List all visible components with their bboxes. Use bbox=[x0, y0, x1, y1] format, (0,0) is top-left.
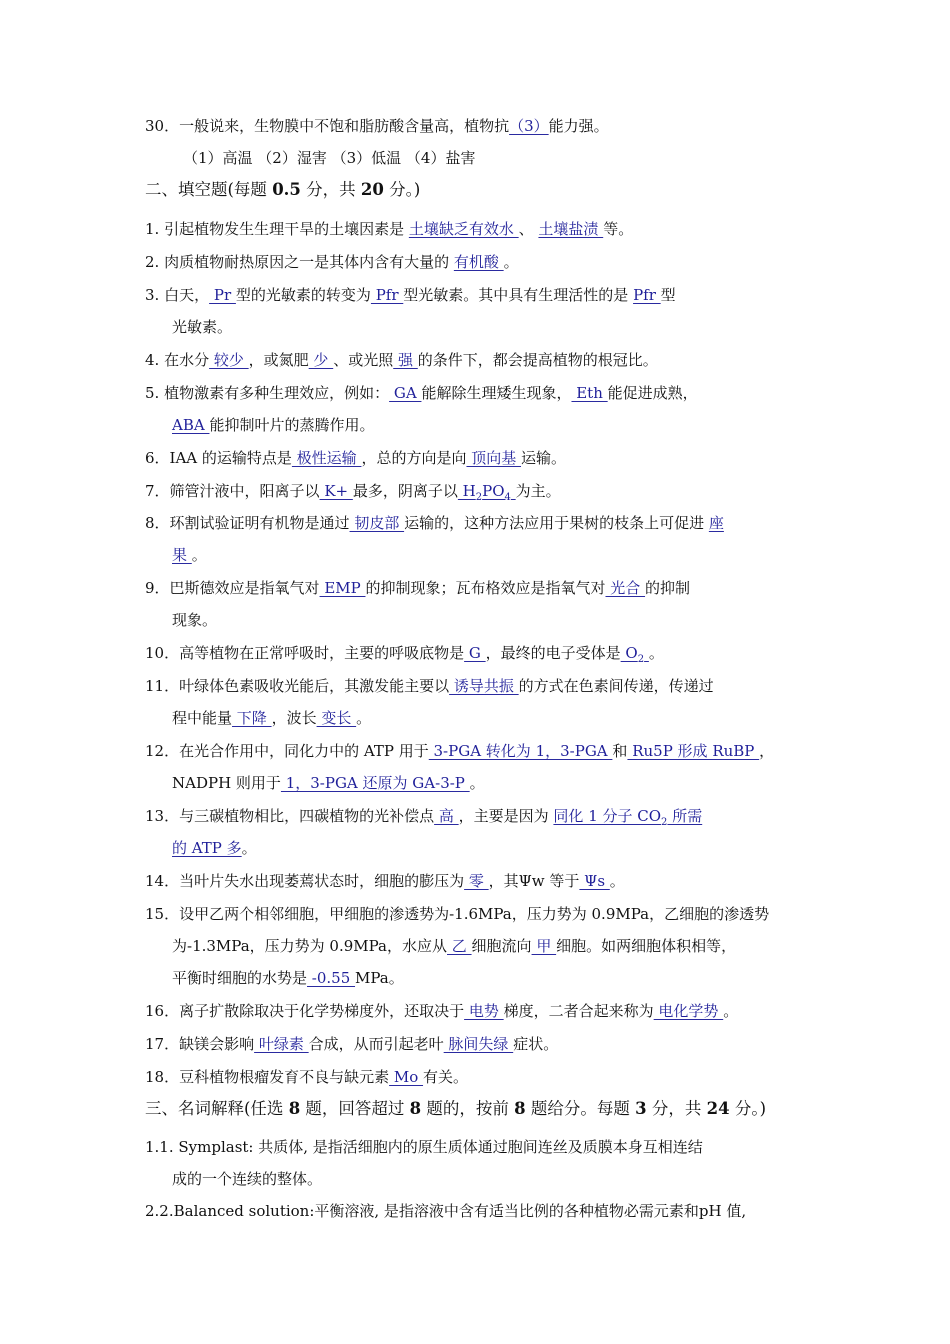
fill-question-11-cont: 程中能量 下降 ，波长 变长 。 bbox=[172, 709, 372, 727]
fill-question-5: 5. 植物激素有多种生理效应，例如： GA 能解除生理矮生现象， Eth 能促进成熟， bbox=[145, 384, 698, 402]
fill-question-12-cont: NADPH 则用于 1，3-PGA 还原为 GA-3-P 。 bbox=[172, 774, 485, 792]
fill-question-3: 3. 白天， Pr 型的光敏素的转变为 Pfr 型光敏素。其中具有生理活性的是 Pfr 型 bbox=[145, 286, 676, 304]
fill-question-3-cont: 光敏素。 bbox=[172, 318, 233, 336]
fill-question-14: 14．当叶片失水出现萎蔫状态时，细胞的膨压为 零 ，其Ψw 等于 Ψs 。 bbox=[145, 872, 625, 890]
fill-question-8: 8．环割试验证明有机物是通过 韧皮部 运输的，这种方法应用于果树的枝条上可促进 座 bbox=[145, 514, 724, 532]
fill-question-9-cont: 现象。 bbox=[172, 611, 218, 629]
fill-question-12: 12．在光合作用中，同化力中的 ATP 用于 3-PGA 转化为 1，3-PGA 和 Ru5P 形成 RuBP ， bbox=[145, 742, 775, 760]
fill-question-9: 9．巴斯德效应是指氧气对 EMP 的抑制现象；瓦布格效应是指氧气对 光合 的抑制 bbox=[145, 579, 691, 597]
question-30: 30．一般说来，生物膜中不饱和脂肪酸含量高，植物抗（3）能力强。 bbox=[145, 117, 609, 135]
fill-question-2: 2. 肉质植物耐热原因之一是其体内含有大量的 有机酸 。 bbox=[145, 253, 519, 271]
question-30-options: （1）高温 （2）湿害 （3）低温 （4）盐害 bbox=[183, 149, 476, 167]
section-heading-definitions: 三、名词解释(任选 8 题，回答超过 8 题的，按前 8 题给分。每题 3 分，共 24 分。) bbox=[145, 1099, 767, 1118]
fill-question-11: 11．叶绿体色素吸收光能后，其激发能主要以 诱导共振 的方式在色素间传递，传递过 bbox=[145, 677, 714, 695]
fill-question-6: 6．IAA 的运输特点是 极性运输 ，总的方向是向 顶向基 运输。 bbox=[145, 449, 567, 467]
fill-question-13-cont: 的 ATP 多。 bbox=[172, 839, 257, 857]
fill-question-8-cont: 果 。 bbox=[172, 546, 207, 564]
fill-question-4: 4. 在水分 较少 ，或氮肥 少 、或光照 强 的条件下，都会提高植物的根冠比。 bbox=[145, 351, 658, 369]
fill-question-13: 13．与三碳植物相比，四碳植物的光补偿点 高 ，主要是因为 同化 1 分子 $CO_2$ 所需 bbox=[145, 807, 703, 828]
fill-question-7: 7．筛管汁液中，阳离子以 K+ 最多，阴离子以 $H_2PO_4$ 为主。 bbox=[145, 482, 561, 503]
fill-question-15-cont: 为-1.3MPa，压力势为 0.9MPa，水应从 乙 细胞流向 甲 细胞。如两细胞体积相等， bbox=[172, 937, 737, 955]
fill-question-18: 18．豆科植物根瘤发育不良与缺元素 Mo 有关。 bbox=[145, 1068, 469, 1086]
fill-question-10: 10．高等植物在正常呼吸时，主要的呼吸底物是 G ，最终的电子受体是 $O_2$ 。 bbox=[145, 644, 664, 665]
fill-question-5-cont: ABA 能抑制叶片的蒸腾作用。 bbox=[172, 416, 375, 434]
term-symplast-cont: 成的一个连续的整体。 bbox=[172, 1170, 323, 1188]
term-symplast: 1.1. Symplast: 共质体, 是指活细胞内的原生质体通过胞间连丝及质膜本身互相连结 bbox=[145, 1138, 703, 1156]
fill-question-15-cont2: 平衡时细胞的水势是 -0.55 MPa。 bbox=[172, 969, 404, 987]
section-heading-fill-in: 二、填空题(每题 0.5 分，共 20 分。) bbox=[145, 180, 421, 199]
fill-question-17: 17．缺镁会影响 叶绿素 合成，从而引起老叶 脉间失绿 症状。 bbox=[145, 1035, 559, 1053]
fill-question-15: 15．设甲乙两个相邻细胞，甲细胞的渗透势为-1.6MPa，压力势为 0.9MPa，乙细胞的渗透势 bbox=[145, 905, 770, 923]
fill-question-1: 1. 引起植物发生生理干旱的土壤因素是 土壤缺乏有效水 、 土壤盐渍 等。 bbox=[145, 220, 634, 238]
term-balanced-solution: 2.2.Balanced solution:平衡溶液, 是指溶液中含有适当比例的各种植物必需元素和pH 值, bbox=[145, 1202, 747, 1220]
fill-question-16: 16．离子扩散除取决于化学势梯度外，还取决于 电势 梯度，二者合起来称为 电化学势 。 bbox=[145, 1002, 739, 1020]
